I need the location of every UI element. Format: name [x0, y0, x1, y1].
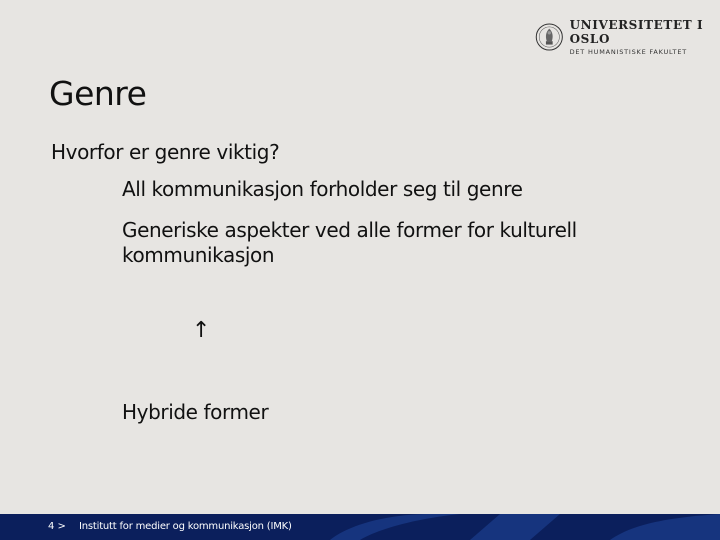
up-arrow-icon: ↑	[192, 318, 211, 343]
page-number: 4 >	[48, 521, 66, 532]
bullet-3: Hybride former	[122, 400, 269, 424]
university-name: UNIVERSITETET I OSLO	[569, 18, 704, 46]
university-logo	[535, 18, 720, 56]
faculty-name: DET HUMANISTISKE FAKULTET	[569, 48, 688, 56]
institute-name: Institutt for medier og kommunikasjon (IMK)	[79, 521, 292, 532]
question-text: Hvorfor er genre viktig?	[51, 140, 280, 164]
slide-title: Genre	[49, 74, 147, 113]
bullet-2: Generiske aspekter ved alle former for kulturell kommunikasjon	[122, 218, 577, 267]
bullet-1: All kommunikasjon forholder seg til genre	[122, 177, 523, 201]
footer-bar	[0, 514, 720, 540]
university-seal-icon	[535, 20, 564, 54]
